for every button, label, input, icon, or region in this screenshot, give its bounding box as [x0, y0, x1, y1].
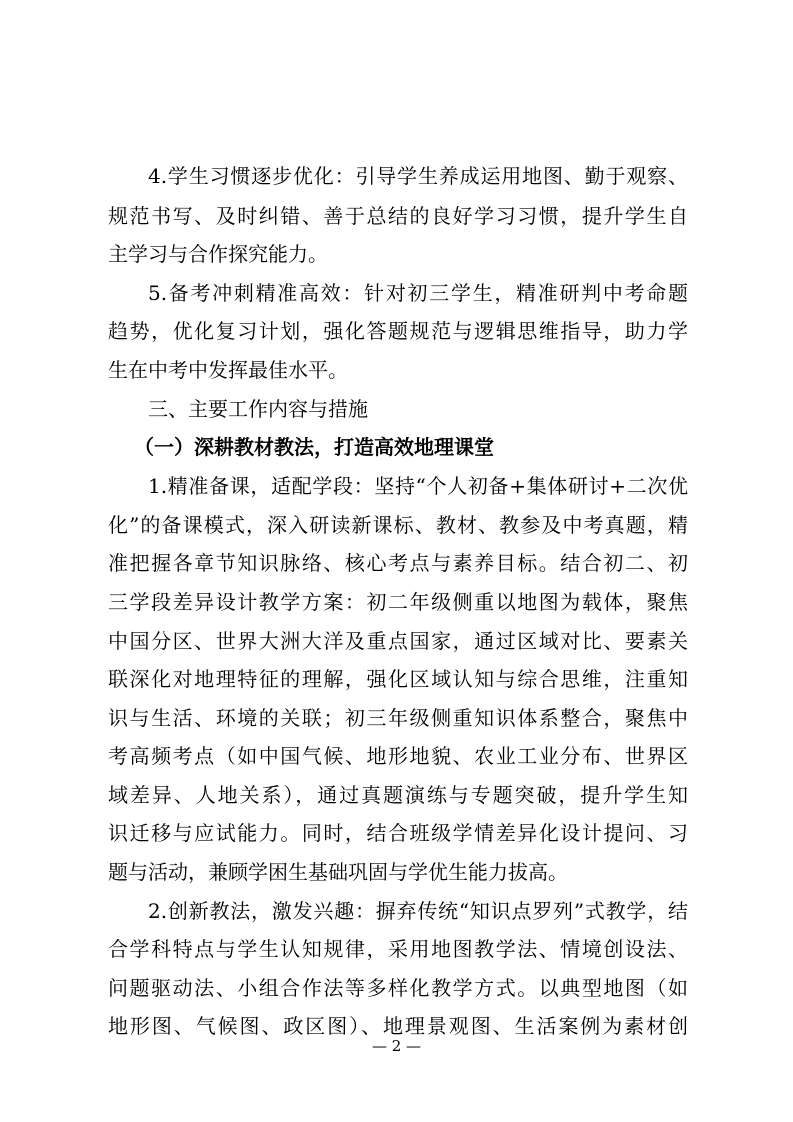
paragraph-line: 题与活动，兼顾学困生基础巩固与学优生能力拔高。	[108, 860, 568, 884]
paragraph-line: 问题驱动法、小组合作法等多样化教学方式。以典型地图（如	[108, 976, 688, 1000]
paragraph-line: 规范书写、及时纠错、善于总结的良好学习习惯，提升学生自	[108, 204, 688, 228]
paragraph-line: 识与生活、环境的关联；初三年级侧重知识体系整合，聚焦中	[108, 706, 688, 730]
paragraph-line: 2.创新教法，激发兴趣：摒弃传统“知识点罗列”式教学，结	[148, 899, 688, 923]
paragraph-line: 生在中考中发挥最佳水平。	[108, 358, 348, 382]
paragraph-line: 考高频考点（如中国气候、地形地貌、农业工业分布、世界区	[108, 744, 688, 768]
page-number: — 2 —	[371, 1037, 422, 1055]
paragraph-line: 中国分区、世界大洲大洋及重点国家，通过区域对比、要素关	[108, 629, 688, 653]
paragraph-line: 5.备考冲刺精准高效：针对初三学生，精准研判中考命题	[148, 281, 688, 305]
paragraph-line: 化”的备课模式，深入研读新课标、教材、教参及中考真题，精	[108, 513, 688, 537]
paragraph-line: 趋势，优化复习计划，强化答题规范与逻辑思维指导，助力学	[108, 319, 688, 343]
paragraph-line: 合学科特点与学生认知规律，采用地图教学法、情境创设法、	[108, 937, 688, 961]
paragraph-line: 1.精准备课，适配学段：坚持“个人初备+集体研讨+二次优	[148, 474, 688, 498]
paragraph-line: 4.学生习惯逐步优化：引导学生养成运用地图、勤于观察、	[148, 164, 688, 188]
paragraph-line: 主学习与合作探究能力。	[108, 242, 328, 266]
paragraph-line: 地形图、气候图、政区图）、地理景观图、生活案例为素材创	[108, 1014, 688, 1038]
paragraph-line: 联深化对地理特征的理解，强化区域认知与综合思维，注重知	[108, 667, 688, 691]
paragraph-line: 识迁移与应试能力。同时，结合班级学情差异化设计提问、习	[108, 821, 688, 845]
paragraph-line: 域差异、人地关系），通过真题演练与专题突破，提升学生知	[108, 783, 688, 807]
paragraph-line: 三学段差异设计教学方案：初二年级侧重以地图为载体，聚焦	[108, 590, 688, 614]
section-heading: 三、主要工作内容与措施	[148, 397, 368, 421]
subsection-heading: （一）深耕教材教法，打造高效地理课堂	[134, 435, 494, 459]
paragraph-line: 准把握各章节知识脉络、核心考点与素养目标。结合初二、初	[108, 551, 688, 575]
